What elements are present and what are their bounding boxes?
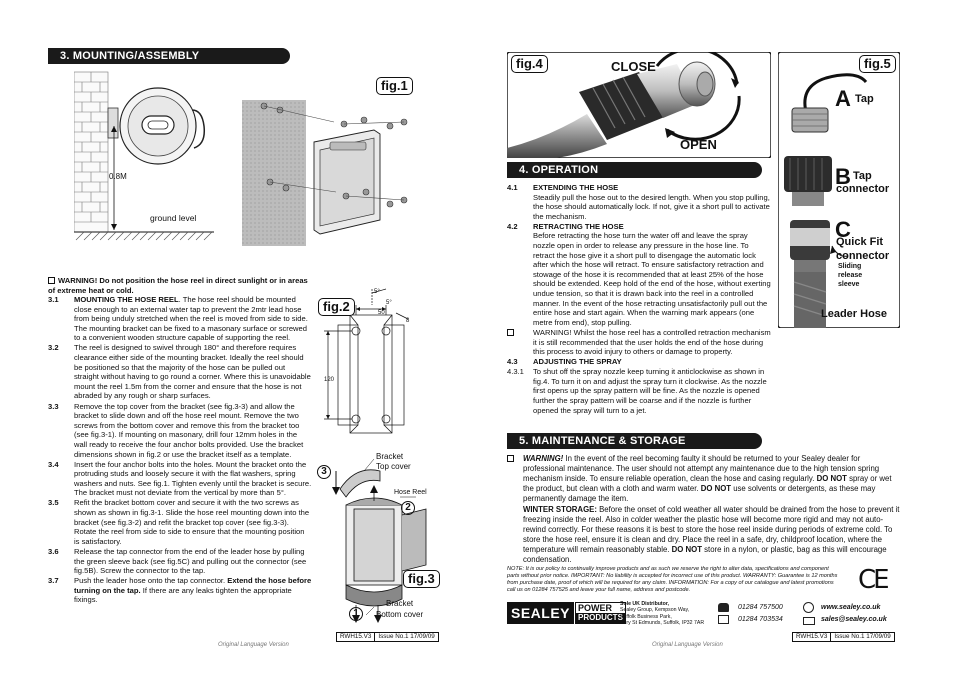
left-footer-language: Original Language Version bbox=[218, 642, 289, 648]
winter-storage: WINTER STORAGE: Before the onset of cold weather all water should be drained from the hose to prevent it freezing inside the reel. Also in colder weather the plastic hose will become more rigid and may not auto-rewind correctly. For these reasons it is best to store the hose reel inside during periods of extreme cold. To store the hose reel, ensure it is clean and dry. Place the reel in a safe, dry, childproof location, where the temperature will remain reasonably stable. DO NOT store in a nylon, or plastic, bag as this will encourage condensation. bbox=[523, 504, 900, 564]
fig5-leader-hose-label: Leader Hose bbox=[821, 308, 888, 320]
section-title-maintenance: 5. MAINTENANCE & STORAGE bbox=[507, 433, 762, 449]
fig5-quickfit-label-1: Quick Fit bbox=[836, 236, 884, 248]
right-model-code: RWH15.V3 bbox=[796, 633, 828, 640]
item-3-5: 3.5 Refit the bracket bottom cover and secure it with the two screws as shown as shown in fig.3-1. Slide the hose reel mounting down into the bracket (see fig.3-2) and refit the bracket top cover (see fig.3-3). Rotate the reel from side to side to ensure that the mounting position is satisfactory. bbox=[48, 498, 310, 546]
section-title-mounting: 3. MOUNTING/ASSEMBLY bbox=[48, 48, 290, 64]
right-issue-number: Issue No.1 17/09/09 bbox=[830, 633, 893, 641]
item-3-2: 3.2 The reel is designed to swivel through 180° and therefore requires clearance either side of the mounting bracket. Ideally the reel should be positioned so that the majority of the hose can be pulled out straight without having to go round a corner. Where this is unavoidable mount the reel 1.5m from the corner and ensure that the hose is not abraded by any rough or sharp surfaces. bbox=[48, 343, 311, 401]
fig3-hose-reel-label: Hose Reel bbox=[394, 489, 427, 496]
maintenance-text bbox=[507, 454, 903, 565]
fig1-ground-label: ground level bbox=[150, 213, 197, 223]
fax-icon bbox=[718, 615, 729, 624]
fig1-label: fig.1 bbox=[376, 77, 413, 95]
fig3-step-3: 3 bbox=[317, 465, 331, 479]
item-4-1: 4.1 EXTENDING THE HOSE Steadily pull the hose out to the desired length. When you stop pulling, the hose should automatically lock. If not, give it a short pull to activate the mechanism. bbox=[507, 183, 770, 221]
sealey-logo-text: SEALEY bbox=[507, 602, 574, 624]
fig2-height-dim: 120 bbox=[324, 377, 335, 383]
item-3-3: 3.3 Remove the top cover from the bracket (see fig.3-3) and allow the bracket to slide down and off the hose reel mount. Remove the two screws from the bottom cover and remove this from the bracket too (see fig.3-1). If mounting on masonary, drill four 12mm holes in the wall ready to receive the four anchor bolts provided. Use the bracket dimensions shown in fig.2 or use the bracket itself as a template. bbox=[48, 401, 304, 459]
globe-icon bbox=[803, 602, 814, 613]
email-link[interactable]: sales@sealey.co.uk bbox=[821, 616, 887, 623]
warning-icon bbox=[507, 455, 514, 462]
item-4-warning: WARNING! Whilst the hose reel has a controlled retraction mechanism it is still recommended that the user holds the end of the hose during this process to avoid injury to others or damage to property. bbox=[507, 328, 771, 357]
item-3-4: 3.4 Insert the four anchor bolts into the holes. Mount the bracket onto the protruding studs and loosely secure it with the flat washers, spring washers and nuts. See fig.1. Tighten evenly until the bracket is secure. The bracket must not deviate from the vertical by more than 5°. bbox=[48, 459, 312, 498]
legal-note: NOTE: It is our policy to continually improve products and as such we reserve the right to alter data, specifications and component parts without prior notice. IMPORTANT: No liability is accepted for incorrect use of this product. WARRANTY: Guarantee is 12 months from purchase date, proof of which will be required for any claim. INFORMATION: For a copy of our catalogue and latest promotions call us on 01284 757525 and leave your full name, address and postcode. bbox=[507, 566, 838, 593]
fig2-angle-top: 5° bbox=[374, 289, 380, 295]
item-3-7: 3.7 Push the leader hose onto the tap connector. Extend the hose before turning on the tap. If there are any leaks tighten the appropriate fixings. bbox=[48, 576, 312, 605]
fig5-sleeve-label-1: Sliding bbox=[838, 263, 862, 270]
item-3-1: 3.1 MOUNTING THE HOSE REEL. The hose reel should be mounted close enough to an external water tap to prevent the 2mtr lead hose from being unduly stretched when the reel is moved from side to side. The mounting bracket can be fixed to a masonary surface or screwed to a convenient wooden structure capable of supporting the reel. bbox=[48, 295, 308, 343]
item-4-3-1: 4.3.1 To shut off the spray nozzle keep turning it anticlockwise as shown in fig.4. To turn it on and adjust the spray turn it clockwise. As the nozzle first opens up the spray pattern will be fine. As the nozzle is opened further the spray pattern will be coarse and if the nozzle is further opened the spray will turn to a jet. bbox=[507, 367, 767, 415]
website-link[interactable]: www.sealey.co.uk bbox=[821, 604, 881, 611]
phone-number: 01284 757500 bbox=[738, 604, 783, 611]
item-4-2: 4.2 RETRACTING THE HOSE Before retracting the hose turn the water off and leave the spray nozzle open in order to release any pressure in the hose line. To retract the hose give it a short pull to disengage the automatic lock after which the hose will retract. To ensure satisfactory retraction and stowage of the hose it is recommended that at least 25% of the hose should be extended. Keep hold of the end of the hose, without exerting undue tension, so that it is drawn back into the reel in a controlled manner. In the event of the hose retracting unsatisfactorily pull out the entire hose and start again. When the warning mark appears (one metre from end), stop pulling. bbox=[507, 221, 771, 327]
left-model-code: RWH15.V3 bbox=[340, 633, 372, 640]
sealey-logo bbox=[507, 602, 626, 624]
warning-icon bbox=[48, 277, 55, 284]
fig3-bracket-bottom-label: Bracket bbox=[386, 599, 414, 608]
fig5-letter-b: B bbox=[835, 164, 851, 189]
warning-icon bbox=[507, 329, 514, 336]
item-3-6: 3.6 Release the tap connector from the end of the leader hose by pulling the green sleeve back (see fig.5C) and pulling out the connector (see fig.5B). Screw the connector to the tap. bbox=[48, 546, 307, 576]
envelope-icon bbox=[803, 617, 815, 625]
phone-icon bbox=[718, 603, 729, 612]
fig5-tap-label: Tap bbox=[855, 93, 874, 105]
operation-instructions bbox=[507, 183, 771, 416]
fig2-width-dim: 50 bbox=[378, 310, 385, 316]
right-footer-language: Original Language Version bbox=[652, 642, 723, 648]
fig3-label: fig.3 bbox=[403, 570, 440, 588]
fax-number: 01284 703534 bbox=[738, 616, 783, 623]
item-4-3: 4.3 ADJUSTING THE SPRAY bbox=[507, 357, 622, 367]
fig2-hole-dim: 8 bbox=[406, 318, 410, 324]
section-title-operation: 4. OPERATION bbox=[507, 162, 762, 178]
maintenance-warning: WARNING! In the event of the reel becoming faulty it should be returned to your Sealey dealer for professional maintenance. The user should not attempt any maintenance due to the high tension spring mechanism inside. To ensure reliable operation, clean the hose and casing regularly. DO NOT spray or wet the product, but clean with a cloth and warm water. DO NOT use solvents or detergents, as these may permanently damage the item. bbox=[507, 454, 903, 504]
logo-power: POWER bbox=[578, 603, 613, 613]
fig2-angle-mid: 5° bbox=[386, 300, 392, 306]
fig5-quickfit-label-2: connector bbox=[836, 250, 890, 262]
fig5-tap-connector-label-2: connector bbox=[836, 183, 890, 195]
fig4-label: fig.4 bbox=[511, 55, 548, 73]
fig3-step-1: 1 bbox=[349, 607, 363, 621]
left-issue-number: Issue No.1 17/09/09 bbox=[374, 633, 437, 641]
left-warning: WARNING! Do not position the hose reel in direct sunlight or in areas of extreme heat or cold. bbox=[48, 276, 308, 295]
left-issue-box bbox=[336, 632, 439, 642]
left-instructions bbox=[48, 295, 312, 606]
fig5-label: fig.5 bbox=[859, 55, 896, 73]
fig4-open-label: OPEN bbox=[680, 137, 717, 152]
fig2-label: fig.2 bbox=[318, 298, 355, 316]
logo-products: PRODUCTS bbox=[578, 613, 623, 622]
fig4-close-label: CLOSE bbox=[611, 59, 656, 74]
right-issue-box bbox=[792, 632, 895, 642]
fig5-sleeve-label-2: release bbox=[838, 272, 863, 279]
fig3-top-cover-label: Top cover bbox=[376, 462, 411, 471]
fig5-tap-connector-label-1: Tap bbox=[853, 170, 872, 182]
fig1-dim-label: 0.8M bbox=[109, 172, 127, 181]
distributor-address: Sole UK Distributor, Sealey Group, Kempson Way, Suffolk Business Park, Bury St Edmunds, Suffolk, IP32 7AR bbox=[620, 601, 705, 627]
fig3-bottom-cover-label: Bottom cover bbox=[376, 610, 424, 619]
fig5-letter-c: C bbox=[835, 217, 851, 242]
fig3-bracket-top-label: Bracket bbox=[376, 452, 404, 461]
ce-mark: CE bbox=[858, 565, 887, 595]
fig1-illustration bbox=[74, 70, 414, 252]
fig3-step-2: 2 bbox=[401, 501, 415, 515]
fig3-assembly-drawing bbox=[316, 455, 456, 635]
fig5-letter-a: A bbox=[835, 86, 851, 111]
fig5-sleeve-label-3: sleeve bbox=[838, 281, 860, 288]
